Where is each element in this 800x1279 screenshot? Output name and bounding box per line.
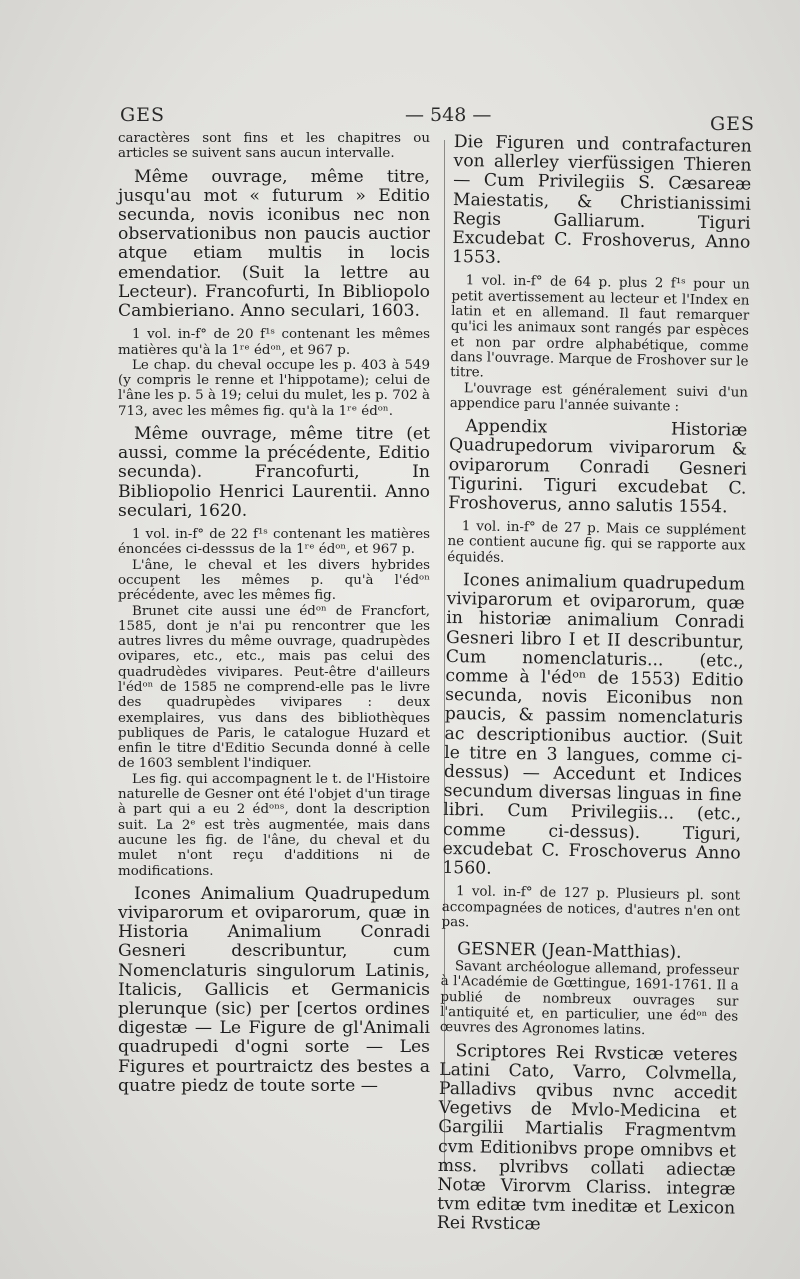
running-head-right: GES [710, 113, 756, 135]
paragraph: 1 vol. in-f° de 64 p. plus 2 f¹ˢ pour un petit avertissement au lecteur et l'Index en latin et en allemand. Il faut remarquer qu'ici les animaux sont rangés par espèces et non par ordre alphabétique, comme dans l'ouvrage. Marque de Froshover sur le titre. [450, 273, 750, 381]
paragraph: L'ouvrage est généralement suivi d'un appendice paru l'année suivante : [449, 380, 749, 415]
left-column [118, 131, 430, 1096]
author-heading: GESNER (Jean-Matthias). [457, 939, 682, 963]
book-title-entry: Icones Animalium Quadrupedum viviparorum et oviparorum, quæ in Historia Animalium Conradi Gesneri describuntur, cum Nomenclaturis singulorum Latinis, Italicis, Gallicis et Germanicis plerunque (sic) per [certos ordines digestæ — Le Figure de gl'Animali quadrupedi d'ogni sorte — Les Figures et pourtraictz des bestes a quatre piedz de toute sorte — [118, 883, 430, 1096]
paragraph: 1 vol. in-f° de 27 p. Mais ce supplément ne contient aucune fig. qui se rapporte aux équidés. [447, 519, 746, 566]
paragraph: caractères sont fins et les chapitres ou articles se suivent sans aucun intervalle. [118, 131, 430, 162]
paragraph: 1 vol. in-f° de 127 p. Plusieurs pl. sont accompagnées de notices, d'autres n'en ont pas. [441, 884, 741, 931]
book-title-entry: Scriptores Rei Rvsticæ veteres Latini Cato, Varro, Colvmella, Palladivs qvibus nvnc accedit Vegetivs de Mvlo-Medicina et Gargilii Martialis Fragmentvm cvm Editionibvs prope omnibvs et mss. plvribvs collati adiectæ Notæ Virorvm Clariss. integræ tvm editæ tvm ineditæ et Lexicon Rei Rvsticæ [436, 1040, 738, 1235]
book-title-entry: Icones animalium quadrupedum viviparorum et oviparorum, quæ in historiæ animalium Conradi Gesneri libro I et II describuntur, Cum nomenclaturis... (etc., comme à l'édᵒⁿ de 1553) Editio secunda, novis Eiconibus non paucis, & passim nomenclaturis ac descriptionibus auctior. (Suit le titre en 3 langues, comme ci-dessus) — Accedunt et Indices secundum diversas linguas in fine libri. Cum Privilegiis... (etc., comme ci-dessus). Tiguri, excudebat C. Froschoverus Anno 1560. [442, 570, 746, 879]
paragraph: Brunet cite aussi une édᵒⁿ de Francfort, 1585, dont je n'ai pu rencontrer que les autres livres du même ouvrage, quadrupèdes ovipares, etc., etc., mais pas celui des quadrudèdes vivipares. Peut-être d'ailleurs l'édᵒⁿ de 1585 ne comprend-elle pas le livre des quadrupèdes vivipares : deux exemplaires, vus dans des bibliothèques publiques de Paris, le catalogue Huzard et enfin le titre d'Editio Secunda donné à celle de 1603 semblent l'indiquer. [118, 603, 430, 772]
paragraph: Les fig. qui accompagnent le t. de l'Histoire naturelle de Gesner ont été l'objet d'un tirage à part qui a eu 2 édᵒⁿˢ, dont la description suit. La 2ᵉ est très augmentée, mais dans aucune les fig. de l'âne, du cheval et du mulet n'ont reçu d'additions ni de modifications. [118, 771, 430, 879]
paragraph: Savant archéologue allemand, professeur à l'Académie de Gœttingue, 1691-1761. Il a publié de nombreux ouvrages sur l'antiquité et, en particulier, une édᵒⁿ des œuvres des Agronomes latins. [439, 959, 739, 1039]
paragraph: 1 vol. in-f° de 22 f¹ˢ contenant les matières énoncées ci-desssus de la 1ʳᵉ édᵒⁿ, et 967 p. [118, 527, 430, 558]
book-title-entry: Même ouvrage, même titre (et aussi, comme la précédente, Editio secunda). Francofurti, In Bibliopolio Henrici Laurentii. Anno seculari, 1620. [118, 424, 430, 521]
paragraph: Le chap. du cheval occupe les p. 403 à 549 (y compris le renne et l'hippotame); celui de l'âne les p. 5 à 19; celui du mulet, les p. 702 à 713, avec les mêmes fig. qu'à la 1ʳᵉ édᵒⁿ. [118, 357, 430, 419]
book-title-entry: Même ouvrage, même titre, jusqu'au mot « futurum » Editio secunda, novis iconibus nec non observationibus non paucis auctior atque etiam multis in locis emendatior. (Suit la lettre au Lecteur). Francofurti, In Bibliopolo Cambieriano. Anno seculari, 1603. [118, 166, 430, 322]
running-head-left: GES [120, 104, 166, 126]
right-column [437, 133, 752, 1238]
paragraph: L'âne, le cheval et les divers hybrides occupent les mêmes p. qu'à l'édᵒⁿ précédente, avec les mêmes fig. [118, 557, 430, 604]
paragraph: 1 vol. in-f° de 20 f¹ˢ contenant les mêmes matières qu'à la 1ʳᵉ édᵒⁿ, et 967 p. [118, 327, 430, 358]
page-number: — 548 — [405, 104, 492, 126]
book-title-entry: Die Figuren und contrafacturen von allerley vierfüssigen Thieren — Cum Privilegiis S. Cæsareæ Maiestatis, & Christianissimi Regis Galliarum. Tiguri Excudebat C. Froshoverus, Anno 1553. [451, 132, 752, 268]
book-title-entry: Appendix Historiæ Quadrupedorum viviparorum & oviparorum Conradi Gesneri Tigurini. Tiguri excudebat C. Froshoverus, anno salutis 1554. [448, 416, 748, 518]
